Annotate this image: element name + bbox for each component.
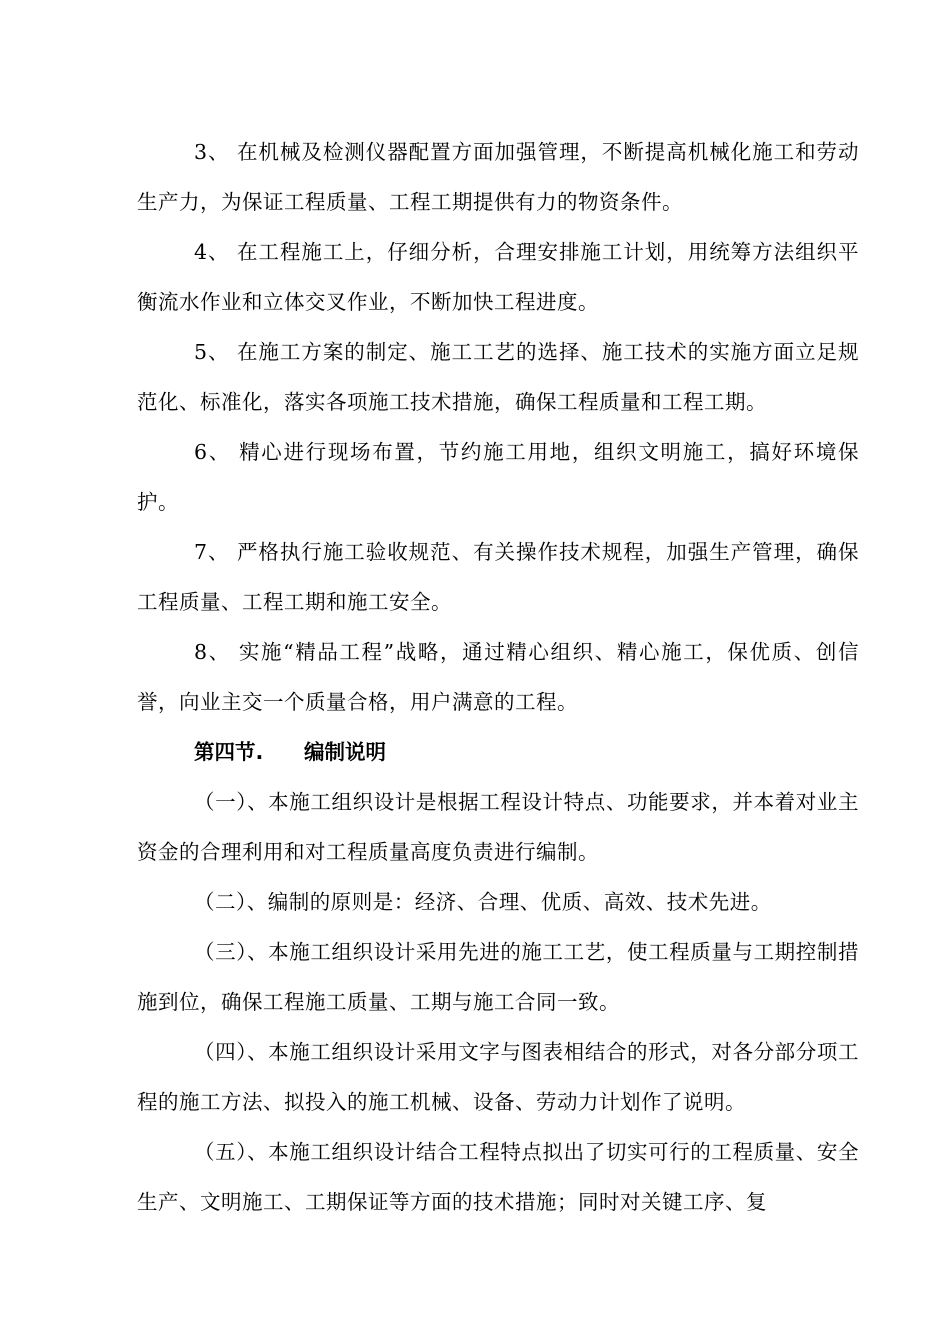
paragraph-note-4: （四）、本施工组织设计采用文字与图表相结合的形式，对各分部分项工程的施工方法、拟投入的施工机械、设备、劳动力计划作了说明。 bbox=[137, 1040, 859, 1114]
paragraph-item-8: 8、 实施“精品工程”战略，通过精心组织、精心施工，保优质、创信誉，向业主交一个质量合格，用户满意的工程。 bbox=[137, 640, 859, 714]
paragraph-note-5: （五）、本施工组织设计结合工程特点拟出了切实可行的工程质量、安全生产、文明施工、工期保证等方面的技术措施；同时对关键工序、复 bbox=[137, 1140, 859, 1214]
paragraph-item-7: 7、 严格执行施工验收规范、有关操作技术规程，加强生产管理，确保工程质量、工程工期和施工安全。 bbox=[137, 540, 859, 614]
paragraph-note-2: （二）、编制的原则是：经济、合理、优质、高效、技术先进。 bbox=[194, 890, 772, 914]
paragraph-note-3: （三）、本施工组织设计采用先进的施工工艺，使工程质量与工期控制措施到位，确保工程施工质量、工期与施工合同一致。 bbox=[137, 940, 859, 1014]
paragraph-note-1: （一）、本施工组织设计是根据工程设计特点、功能要求，并本着对业主资金的合理利用和对工程质量高度负责进行编制。 bbox=[137, 790, 859, 864]
paragraph-item-4: 4、 在工程施工上，仔细分析，合理安排施工计划，用统筹方法组织平衡流水作业和立体交叉作业，不断加快工程进度。 bbox=[137, 240, 859, 314]
paragraph-item-5: 5、 在施工方案的制定、施工工艺的选择、施工技术的实施方面立足规范化、标准化，落实各项施工技术措施，确保工程质量和工程工期。 bbox=[137, 340, 859, 414]
paragraph-item-6: 6、 精心进行现场布置，节约施工用地，组织文明施工，搞好环境保护。 bbox=[137, 440, 859, 514]
section-title: 编制说明 bbox=[304, 740, 386, 764]
paragraph-item-3: 3、 在机械及检测仪器配置方面加强管理，不断提高机械化施工和劳动生产力，为保证工程质量、工程工期提供有力的物资条件。 bbox=[137, 140, 859, 214]
document-body bbox=[137, 127, 859, 1227]
section-heading bbox=[137, 727, 859, 777]
section-number: 第四节. bbox=[194, 740, 264, 764]
